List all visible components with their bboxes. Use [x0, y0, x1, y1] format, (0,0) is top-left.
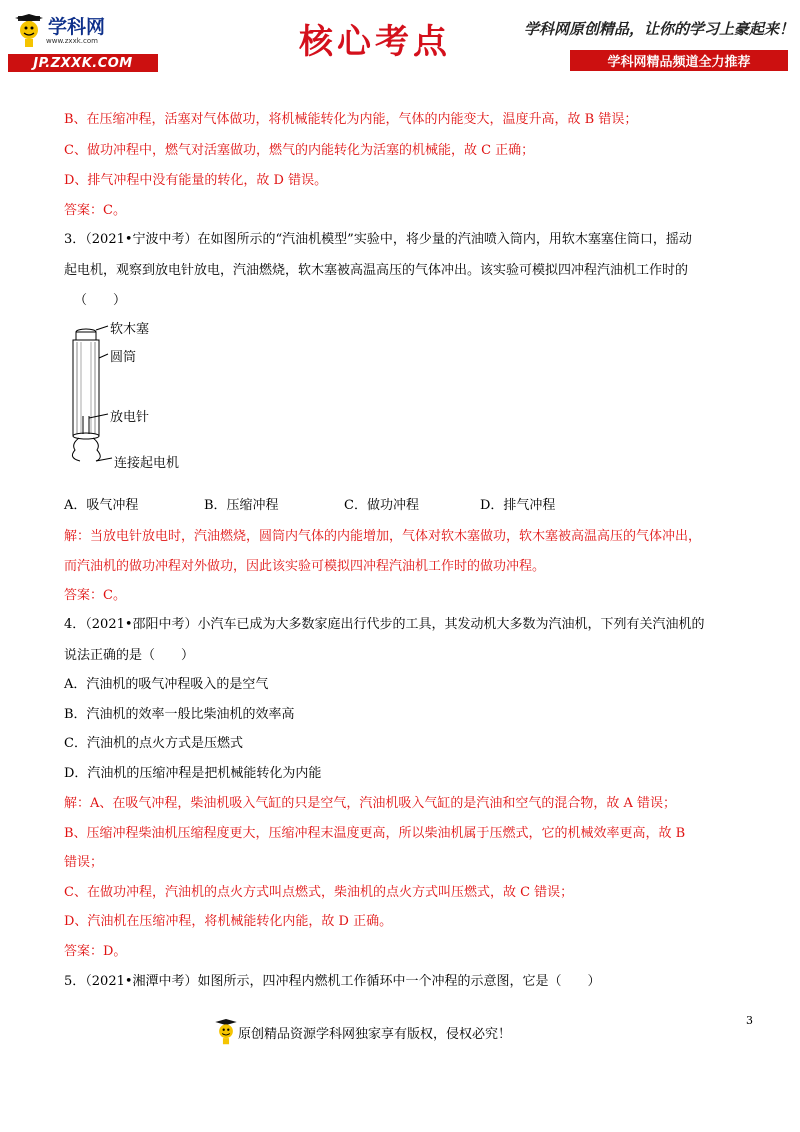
prev-solution-c: C、做功冲程中，燃气对活塞做功，燃气的内能转化为活塞的机械能，故 C 正确；: [64, 143, 535, 158]
label-generator: 连接起电机: [114, 456, 180, 471]
q4-solution-d: D、汽油机在压缩冲程，将机械能转化内能，故 D 正确。: [64, 914, 393, 929]
label-needle: 放电针: [110, 410, 150, 425]
q4-stem-line2: 说法正确的是（ ）: [64, 648, 195, 663]
gasoline-engine-model-figure: [66, 318, 206, 478]
logo-site-banner: JP.ZXXK.COM: [8, 54, 158, 72]
label-cork: 软木塞: [110, 322, 150, 337]
q4-option-b: B．汽油机的效率一般比柴油机的效率高: [64, 707, 295, 722]
q3-answer: 答案：C。: [64, 588, 126, 603]
q3-option-d: D．排气冲程: [480, 498, 556, 513]
mascot-icon: [214, 1019, 238, 1045]
q3-stem-line3: （ ）: [74, 293, 127, 308]
label-cylinder: 圆筒: [110, 350, 137, 365]
footer: [214, 1018, 594, 1046]
q4-option-d: D．汽油机的压缩冲程是把机械能转化为内能: [64, 766, 322, 781]
page-title: 核心考点: [299, 22, 451, 62]
logo: [14, 14, 105, 48]
mascot-icon: [14, 14, 44, 48]
prev-solution-b: B、在压缩冲程，活塞对气体做功，将机械能转化为内能，气体的内能变大，温度升高，故 B 错误；: [64, 112, 638, 127]
q4-solution-c: C、在做功冲程，汽油机的点火方式叫点燃式，柴油机的点火方式叫压燃式，故 C 错误；: [64, 885, 574, 900]
slogan: 学科网原创精品，让你的学习上豪起来！: [523, 20, 794, 38]
q4-solution-b-line1: B、压缩冲程柴油机压缩程度更大，压缩冲程末温度更高，所以柴油机属于压燃式，它的机械效率更高，故 B: [64, 826, 686, 841]
prev-solution-d: D、排气冲程中没有能量的转化，故 D 错误。: [64, 173, 328, 188]
logo-name: 学科网: [48, 16, 106, 38]
q3-stem-line1: 3．（2021•宁波中考）在如图所示的“汽油机模型”实验中，将少量的汽油喷入筒内，用软木塞塞住筒口，摇动: [64, 232, 692, 247]
q4-stem-line1: 4．（2021•邵阳中考）小汽车已成为大多数家庭出行代步的工具，其发动机大多数为汽油机，下列有关汽油机的: [64, 617, 705, 632]
q3-solution-line1: 解：当放电针放电时，汽油燃烧，圆筒内气体的内能增加，气体对软木塞做功，软木塞被高温高压的气体冲出，: [64, 529, 702, 544]
copyright-notice: 原创精品资源学科网独家享有版权，侵权必究！: [238, 1026, 512, 1042]
page-number: 3: [746, 1014, 753, 1027]
q4-solution-b-line2: 错误；: [64, 855, 104, 870]
q4-answer: 答案：D。: [64, 944, 127, 959]
q5-stem-line1: 5．（2021•湘潭中考）如图所示，四冲程内燃机工作循环中一个冲程的示意图，它是（ ）: [64, 974, 601, 989]
q3-stem-line2: 起电机，观察到放电针放电，汽油燃烧，软木塞被高温高压的气体冲出。该实验可模拟四冲程汽油机工作时的: [64, 263, 689, 278]
prev-answer: 答案：C。: [64, 203, 126, 218]
q4-option-c: C．汽油机的点火方式是压燃式: [64, 736, 243, 751]
q4-solution-a: 解：A、在吸气冲程，柴油机吸入气缸的只是空气，汽油机吸入气缸的是汽油和空气的混合物，故 A 错误；: [64, 796, 677, 811]
q4-option-a: A．汽油机的吸气冲程吸入的是空气: [64, 677, 269, 692]
q3-option-a: A．吸气冲程: [64, 498, 139, 513]
q3-option-c: C．做功冲程: [344, 498, 419, 513]
logo-url: www.zxxk.com: [46, 37, 98, 45]
slogan-banner: 学科网精品频道全力推荐: [570, 50, 788, 71]
q3-option-b: B．压缩冲程: [204, 498, 279, 513]
q3-solution-line2: 而汽油机的做功冲程对外做功，因此该实验可模拟四冲程汽油机工作时的做功冲程。: [64, 559, 546, 574]
cylinder-diagram: [66, 318, 126, 468]
